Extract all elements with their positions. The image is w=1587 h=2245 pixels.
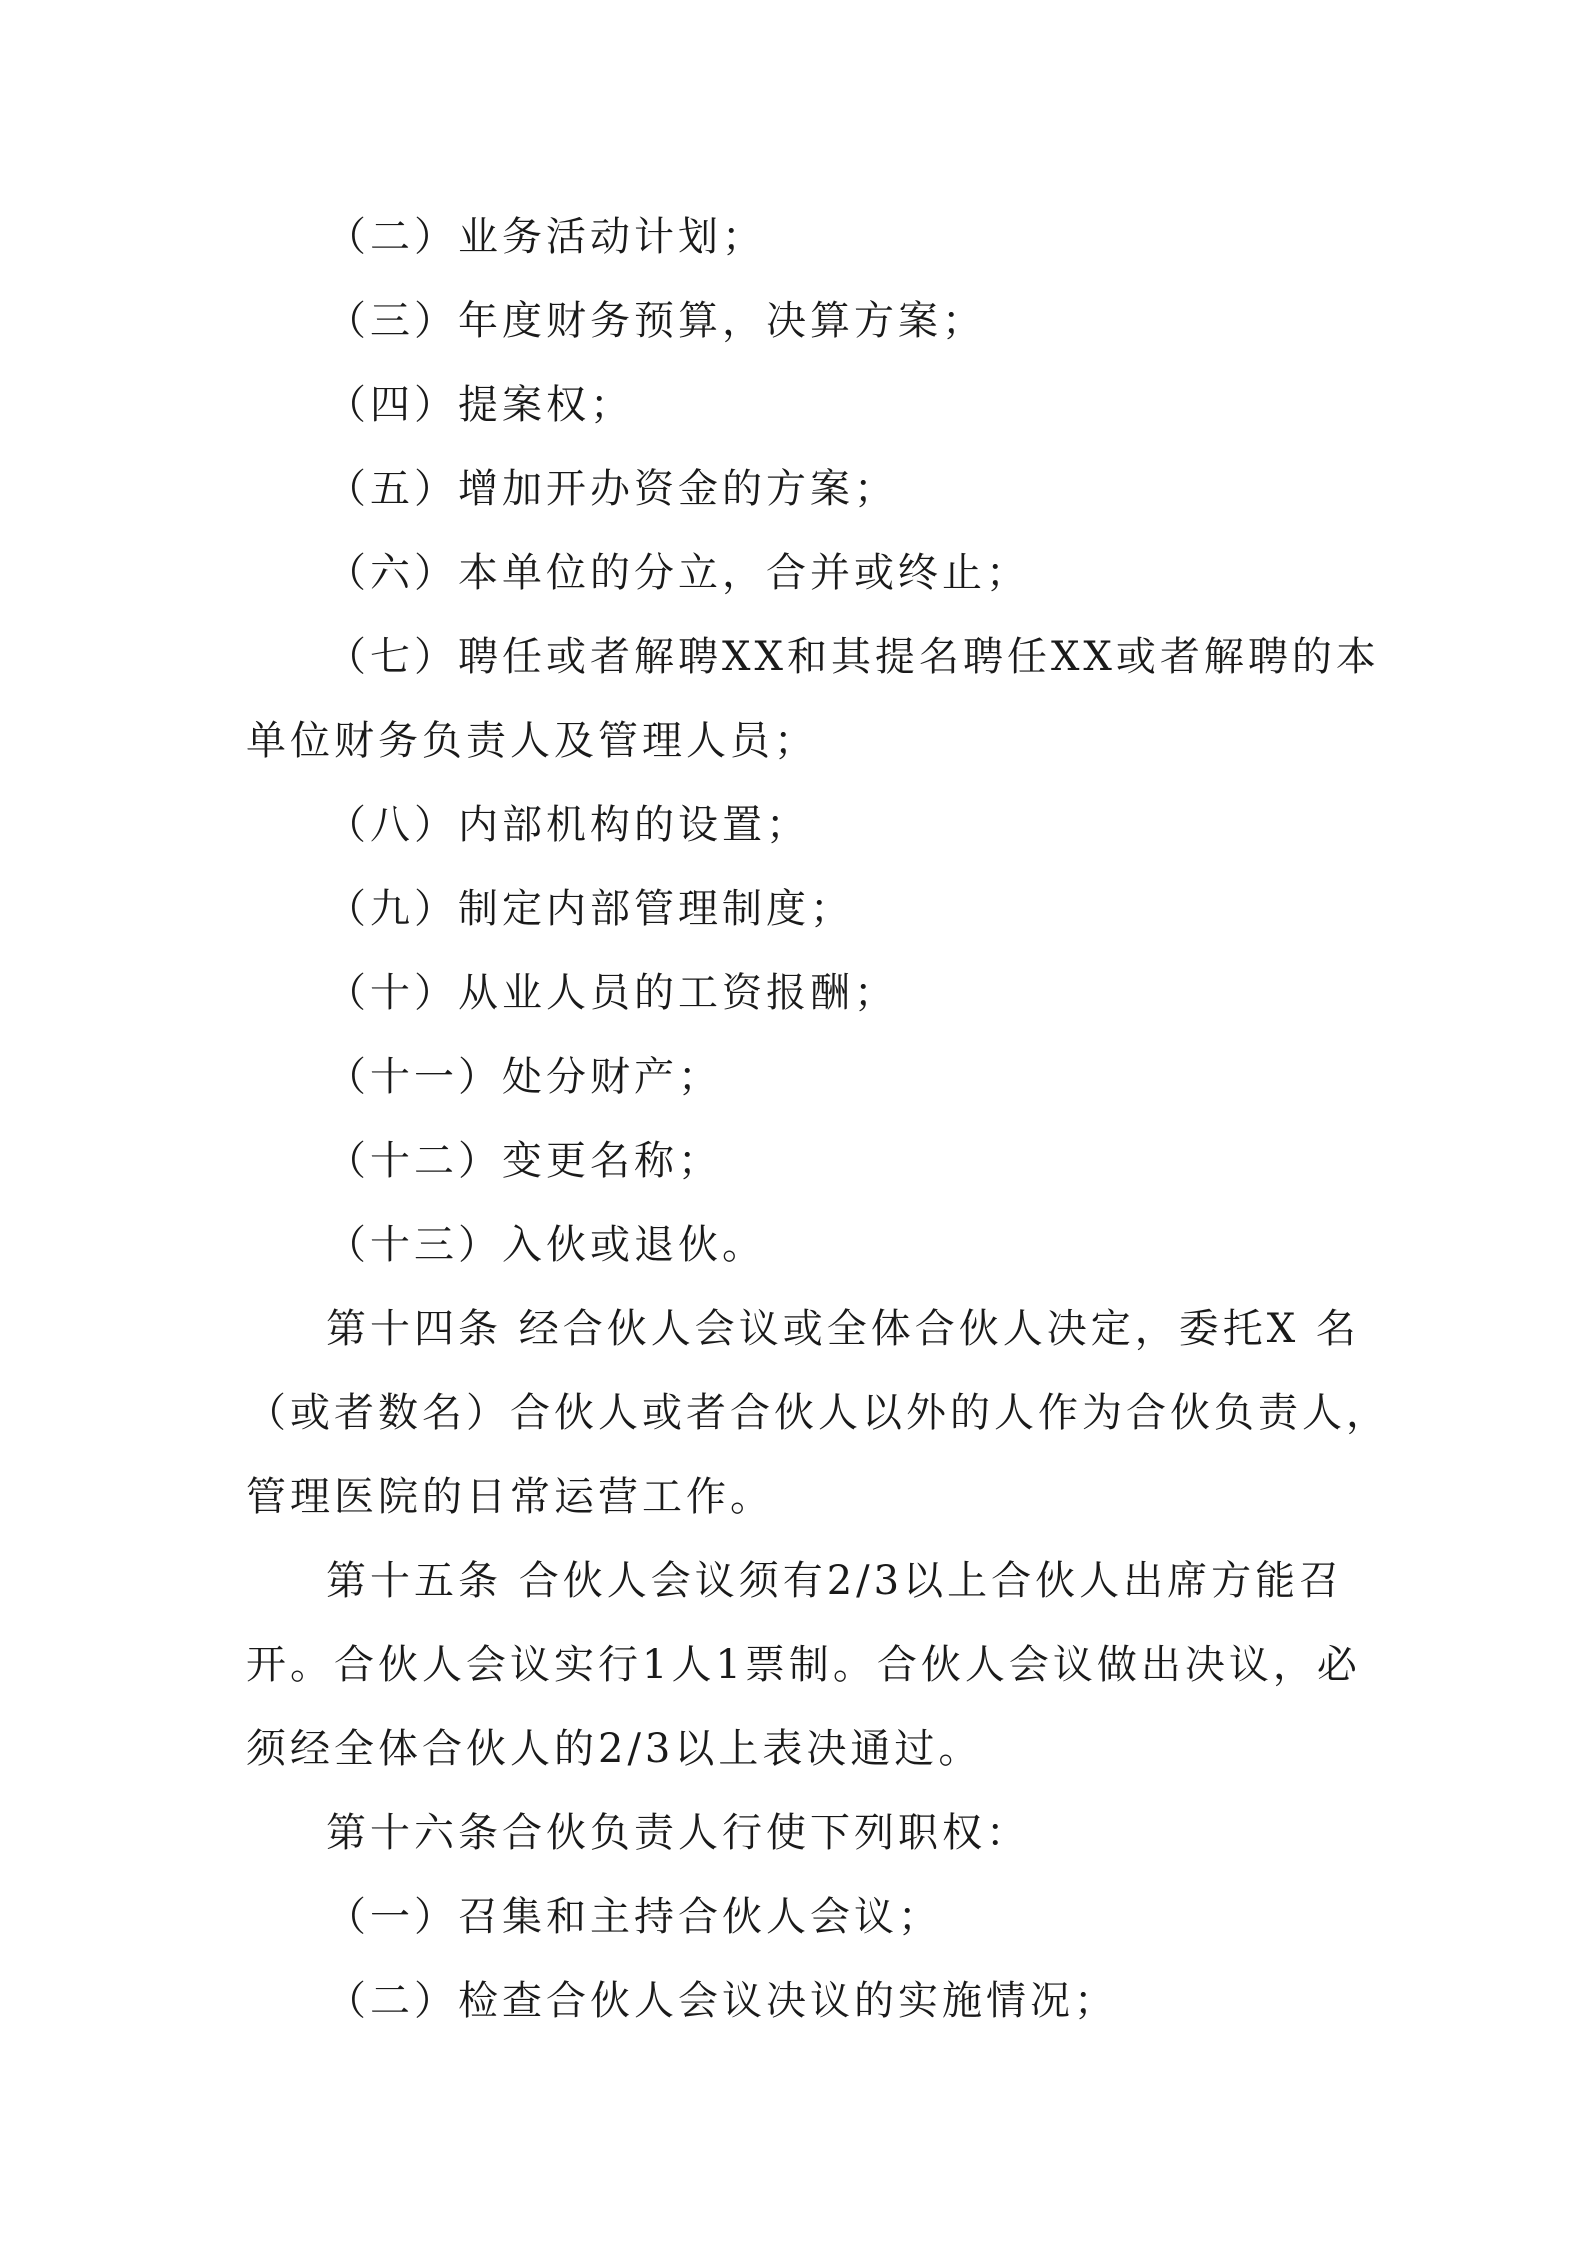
article-14-line-3: 管理医院的日常运营工作。 (246, 1474, 774, 1520)
list-item: （十一）处分财产； (326, 1054, 722, 1100)
list-item: （四）提案权； (326, 382, 634, 428)
list-item: （十）从业人员的工资报酬； (326, 970, 898, 1016)
article-15-line-3: 须经全体合伙人的2/3以上表决通过。 (246, 1726, 983, 1772)
list-item: （一）召集和主持合伙人会议； (326, 1894, 942, 1940)
list-item: （七）聘任或者解聘XX和其提名聘任XX或者解聘的本 (326, 634, 1380, 680)
list-item: （十二）变更名称； (326, 1138, 722, 1184)
article-15-line-2: 开。合伙人会议实行1人1票制。合伙人会议做出决议，必 (246, 1642, 1361, 1688)
list-item-continuation: 单位财务负责人及管理人员； (246, 718, 818, 764)
article-14-line-2: （或者数名）合伙人或者合伙人以外的人作为合伙负责人， (246, 1390, 1390, 1436)
article-15-line-1: 第十五条 合伙人会议须有2/3以上合伙人出席方能召 (326, 1558, 1344, 1604)
list-item: （二）检查合伙人会议决议的实施情况； (326, 1978, 1118, 2024)
list-item: （三）年度财务预算，决算方案； (326, 298, 986, 344)
article-16-heading: 第十六条合伙负责人行使下列职权： (326, 1810, 1030, 1856)
list-item: （六）本单位的分立，合并或终止； (326, 550, 1030, 596)
article-14-line-1: 第十四条 经合伙人会议或全体合伙人决定，委托X 名 (326, 1306, 1360, 1352)
list-item: （九）制定内部管理制度； (326, 886, 854, 932)
list-item: （二）业务活动计划； (326, 214, 766, 260)
document-body (246, 195, 1390, 2043)
list-item: （十三）入伙或退伙。 (326, 1222, 766, 1268)
list-item: （五）增加开办资金的方案； (326, 466, 898, 512)
list-item: （八）内部机构的设置； (326, 802, 810, 848)
